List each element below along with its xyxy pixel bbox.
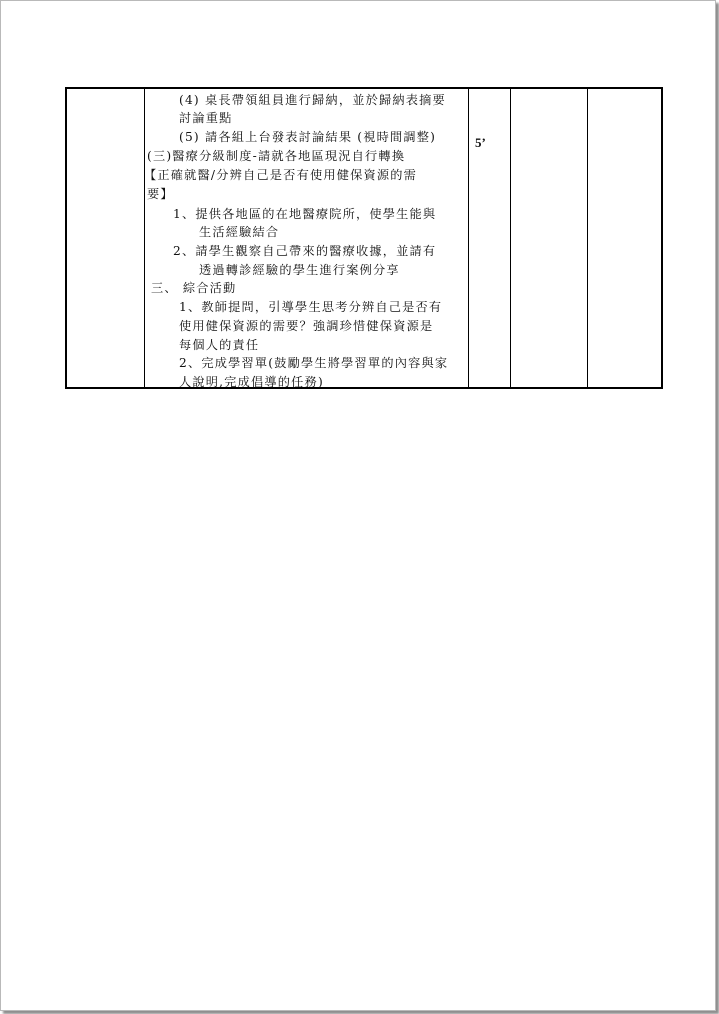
content-line: 生活經驗結合 <box>199 225 280 239</box>
table-column-5 <box>588 89 661 387</box>
content-line: (三)醫療分級制度-請就各地區現況自行轉換 <box>147 149 406 163</box>
content-line: 人說明,完成倡導的任務) <box>179 375 324 389</box>
content-line: 使用健保資源的需要？強調珍惜健保資源是 <box>179 319 434 333</box>
content-line: 1、教師提問，引導學生思考分辨自己是否有 <box>179 300 443 314</box>
section-heading: 三、 綜合活動 <box>151 281 237 295</box>
time-cell <box>469 89 511 387</box>
content-line: 討論重點 <box>179 111 233 125</box>
lesson-plan-table <box>65 87 663 389</box>
content-line: (4) 桌長帶領組員進行歸納，並於歸納表摘要 <box>179 93 446 107</box>
content-line: 1、提供各地區的在地醫療院所，使學生能與 <box>173 207 437 221</box>
content-line: 透過轉診經驗的學生進行案例分享 <box>199 263 400 277</box>
content-line: 每個人的責任 <box>179 338 260 352</box>
content-line: 2、完成學習單(鼓勵學生將學習單的內容與家 <box>179 356 449 370</box>
content-line: 要】 <box>147 187 174 201</box>
table-column-1 <box>67 89 145 387</box>
table-column-4 <box>511 89 588 387</box>
content-line: (5) 請各組上台發表討論結果 (視時間調整) <box>179 130 437 144</box>
time-value: 5’ <box>475 135 486 150</box>
content-line: 【正確就醫/分辨自己是否有使用健保資源的需 <box>144 168 418 182</box>
activity-content-cell <box>145 89 469 387</box>
content-line: 2、請學生觀察自己帶來的醫療收據，並請有 <box>173 244 437 258</box>
